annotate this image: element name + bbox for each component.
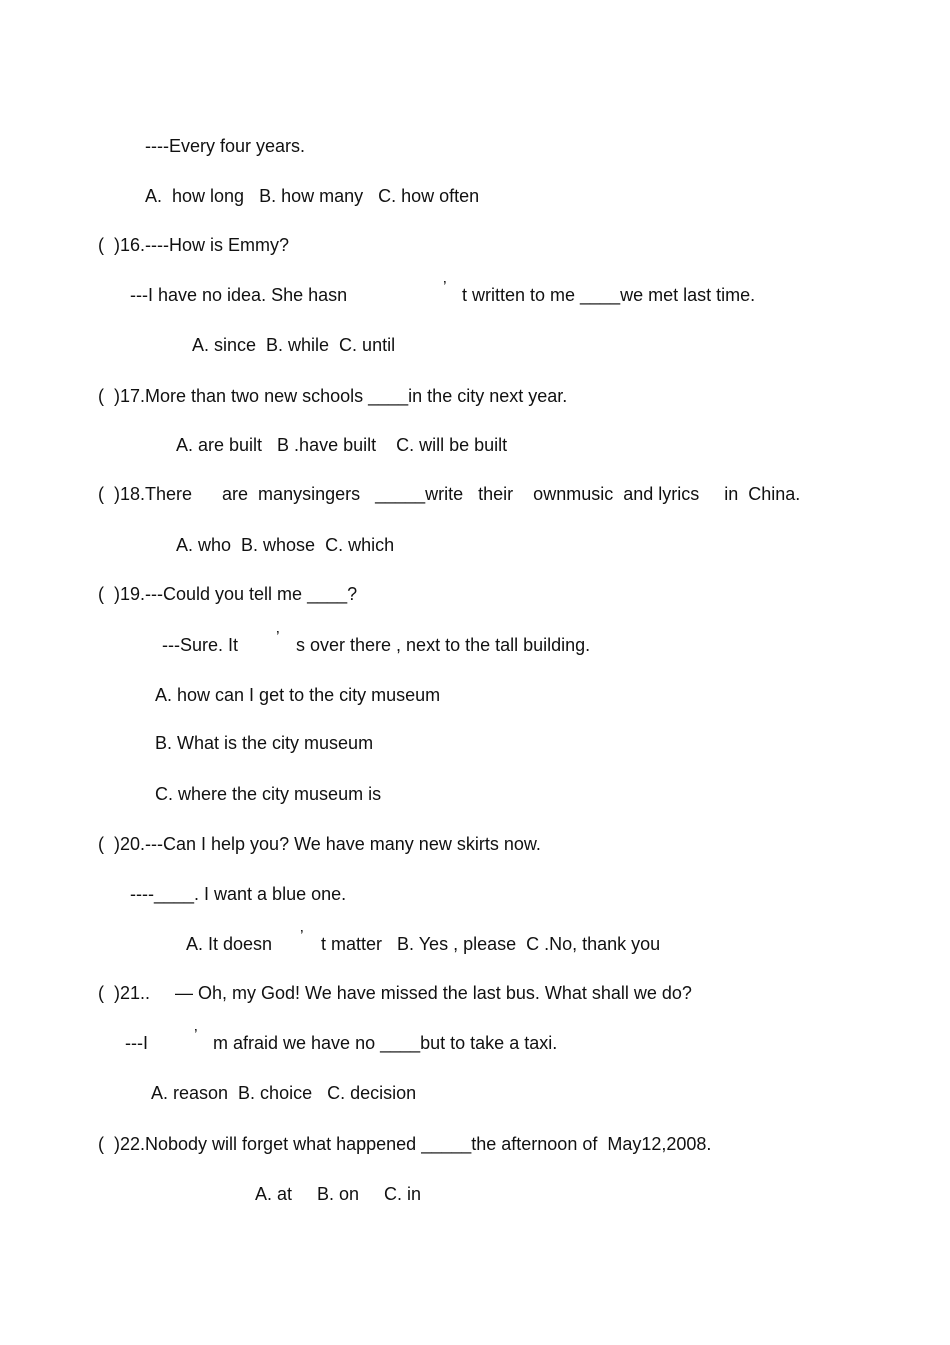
options-line: A. reason B. choice C. decision [151, 1083, 417, 1103]
answer-line: ---I have no idea. She hasn [130, 285, 348, 305]
question-17: ( )17.More than two new schools ____in the city next year. [98, 386, 568, 406]
options-line: A. who B. whose C. which [176, 535, 395, 555]
answer-line: ---I [125, 1033, 148, 1053]
answer-line: t written to me ____we met last time. [462, 285, 756, 305]
options-line: A. how can I get to the city museum [155, 685, 441, 705]
options-line: A. since B. while C. until [192, 335, 396, 355]
options-line: t matter B. Yes , please C .No, thank you [321, 934, 661, 954]
answer-line: ----____. I want a blue one. [130, 884, 347, 904]
apostrophe-mark: ’ [443, 279, 447, 296]
options-line: B. What is the city museum [155, 733, 374, 753]
options-line: A. are built B .have built C. will be built [176, 435, 508, 455]
question-18: ( )18.There are manysingers _____write their ownmusic and lyrics in China. [98, 484, 801, 504]
apostrophe-mark: ’ [276, 629, 280, 646]
options-line: A. It doesn [186, 934, 273, 954]
answer-line: s over there , next to the tall building. [296, 635, 591, 655]
options-line: A. at B. on C. in [255, 1184, 422, 1204]
answer-line: ---Sure. It [162, 635, 239, 655]
question-21: ( )21.. — Oh, my God! We have missed the last bus. What shall we do? [98, 983, 692, 1003]
answer-line: ----Every four years. [145, 136, 306, 156]
apostrophe-mark: ’ [300, 928, 304, 945]
options-line: A. how long B. how many C. how often [145, 186, 480, 206]
options-line: C. where the city museum is [155, 784, 382, 804]
answer-line: m afraid we have no ____but to take a taxi. [213, 1033, 558, 1053]
question-22: ( )22.Nobody will forget what happened _____the afternoon of May12,2008. [98, 1134, 712, 1154]
apostrophe-mark: ’ [194, 1027, 198, 1044]
question-19: ( )19.---Could you tell me ____? [98, 584, 358, 604]
question-16: ( )16.----How is Emmy? [98, 235, 290, 255]
question-20: ( )20.---Can I help you? We have many new skirts now. [98, 834, 541, 854]
